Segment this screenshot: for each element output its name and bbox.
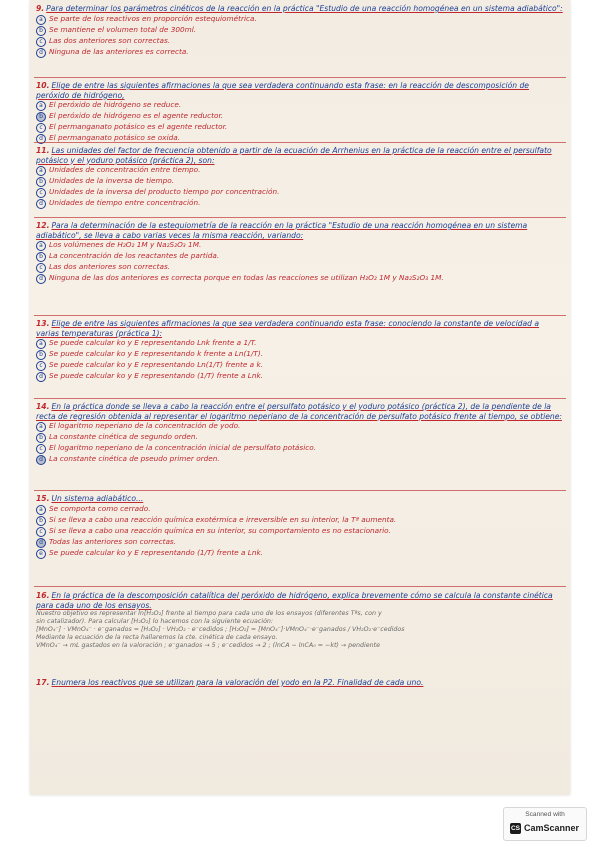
marked-answer-icon: d (36, 455, 46, 465)
question-number: 9. (36, 4, 45, 13)
question-16 (36, 591, 564, 650)
option-b: b Se puede calcular ko y E representando k frente a Ln(1/T). (36, 349, 564, 360)
option-d: d Ninguna de las anteriores es correcta. (36, 47, 564, 58)
question-number: 17. (36, 678, 50, 687)
option-b: b El peróxido de hidrógeno es el agente reductor. (36, 111, 564, 122)
divider (34, 586, 566, 587)
question-stem: Para determinar los parámetros cinéticos de la reacción en la práctica "Estudio de una reacción homogénea en un sistema adiabático": (46, 4, 563, 13)
option-a: a Los volúmenes de H₂O₂ 1M y Na₂S₂O₃ 1M. (36, 240, 564, 251)
option-c: c Unidades de la inversa del producto tiempo por concentración. (36, 187, 564, 198)
option-c: c Las dos anteriores son correctas. (36, 36, 564, 47)
option-e: e Se puede calcular ko y E representando (1/T) frente a Lnk. (36, 548, 564, 559)
watermark-caption: Scanned with (525, 811, 565, 818)
option-c: c Las dos anteriores son correctas. (36, 262, 564, 273)
question-9 (36, 4, 564, 58)
question-number: 16. (36, 591, 50, 600)
option-b: b La constante cinética de segundo orden. (36, 432, 564, 443)
pencil-note: Nuestro objetivo es representar ln[H₂O₂] frente al tiempo para cada uno de los ensayos (diferentes Tªs, con y (36, 610, 382, 618)
pencil-note: sin catalizador). Para calcular [H₂O₂] lo hacemos con la siguiente ecuación: (36, 618, 274, 626)
option-a: a Se comporta como cerrado. (36, 504, 564, 515)
option-b: b Si se lleva a cabo una reacción química exotérmica e irreversible en su interior, la Tª aumenta. (36, 515, 564, 526)
option-c: c El logaritmo neperiano de la concentración inicial de persulfato potásico. (36, 443, 564, 454)
question-13 (36, 319, 564, 382)
question-stem: Para la determinación de la estequiometría de la reacción en la práctica "Estudio de una reacción homogénea en un sistema adiabático", se lleva a cabo varias veces la misma reacción, variando: (36, 221, 528, 240)
scanned-page (30, 0, 570, 795)
option-a: a Unidades de concentración entre tiempo. (36, 165, 564, 176)
marked-answer-icon: d (36, 538, 46, 548)
option-d: d Unidades de tiempo entre concentración. (36, 198, 564, 209)
question-number: 15. (36, 494, 50, 503)
divider (34, 142, 566, 143)
question-number: 13. (36, 319, 50, 328)
question-number: 12. (36, 221, 50, 230)
divider (34, 490, 566, 491)
question-number: 14. (36, 402, 50, 411)
option-d: d Ninguna de las dos anteriores es correcta porque en todas las reacciones se utilizan H₂O₂ 1M y Na₂S₂O₃ 1M. (36, 273, 564, 284)
question-15 (36, 494, 564, 559)
divider (34, 217, 566, 218)
question-stem: Elige de entre las siguientes afirmaciones la que sea verdadera continuando esta frase: en la reacción de descomposición de peróxido de hidrógeno, (36, 81, 529, 100)
question-10 (36, 81, 564, 144)
option-b: b Unidades de la inversa de tiempo. (36, 176, 564, 187)
divider (34, 398, 566, 399)
question-number: 11. (36, 146, 50, 155)
question-14 (36, 402, 564, 465)
question-stem: En la práctica de la descomposición catalítica del peróxido de hidrógeno, explica brevemente cómo se calcula la constante cinética para cada uno de los ensayos. (36, 591, 553, 610)
divider (34, 77, 566, 78)
question-stem: Un sistema adiabático... (51, 494, 144, 503)
option-b: b Se mantiene el volumen total de 300ml. (36, 25, 564, 36)
option-d: d La constante cinética de pseudo primer orden. (36, 454, 564, 465)
option-d: d Se puede calcular ko y E representando (1/T) frente a Lnk. (36, 371, 564, 382)
pencil-note: Mediante la ecuación de la recta hallaremos la cte. cinética de cada ensayo. (36, 634, 278, 642)
option-a: a Se parte de los reactivos en proporción estequiométrica. (36, 14, 564, 25)
question-stem: Elige de entre las siguientes afirmaciones la que sea verdadera continuando esta frase: conociendo la constante de velocidad a varias temperaturas (práctica 1): (36, 319, 540, 338)
option-c: c El permanganato potásico es el agente reductor. (36, 122, 564, 133)
question-stem: En la práctica donde se lleva a cabo la reacción entre el persulfato potásico y el yoduro potásico (práctica 2), de la pendiente de la recta de regresión obtenida al representar el logaritmo neperiano de la concentración de persulfato potásico frente al tiempo, se obtiene: (36, 402, 562, 421)
option-c: c Se puede calcular ko y E representando Ln(1/T) frente a k. (36, 360, 564, 371)
question-stem: Enumera los reactivos que se utilizan para la valoración del yodo en la P2. Finalidad de cada uno. (51, 678, 424, 687)
option-a: a El logaritmo neperiano de la concentración de yodo. (36, 421, 564, 432)
camscanner-logo-icon: CS (510, 825, 521, 832)
option-d: d El permanganato potásico se oxida. (36, 133, 564, 144)
option-a: a El peróxido de hidrógeno se reduce. (36, 100, 564, 111)
option-a: a Se puede calcular ko y E representando Lnk frente a 1/T. (36, 338, 564, 349)
option-b: b La concentración de los reactantes de partida. (36, 251, 564, 262)
question-17 (36, 678, 564, 688)
option-d: d Todas las anteriores son correctas. (36, 537, 564, 548)
divider (34, 315, 566, 316)
question-number: 10. (36, 81, 50, 90)
option-c: c Si se lleva a cabo una reacción química en su interior, su comportamiento es no estacionario. (36, 526, 564, 537)
question-12 (36, 221, 564, 284)
marked-answer-icon: b (36, 112, 46, 122)
pencil-note: [MnO₄⁻] · VMnO₄⁻ · e⁻ganados = [H₂O₂] · VH₂O₂ · e⁻cedidos ; [H₂O₂] = [MnO₄⁻]·VMnO₄⁻·e⁻ganados / VH₂O₂·e⁻cedidos (36, 626, 405, 634)
question-stem: Las unidades del factor de frecuencia obtenido a partir de la ecuación de Arrhenius en la práctica de la reacción entre el persulfato potásico y el yoduro potásico (práctica 2), son: (36, 146, 552, 165)
question-11 (36, 146, 564, 209)
watermark-brand: CamScanner (524, 823, 580, 833)
pencil-note: VMnO₄⁻ → mL gastados en la valoración ; e⁻ganados → 5 ; e⁻cedidos → 2 ; (lnCA − lnCA₀ = −kt) → pendiente (36, 642, 380, 650)
camscanner-watermark (503, 807, 587, 841)
